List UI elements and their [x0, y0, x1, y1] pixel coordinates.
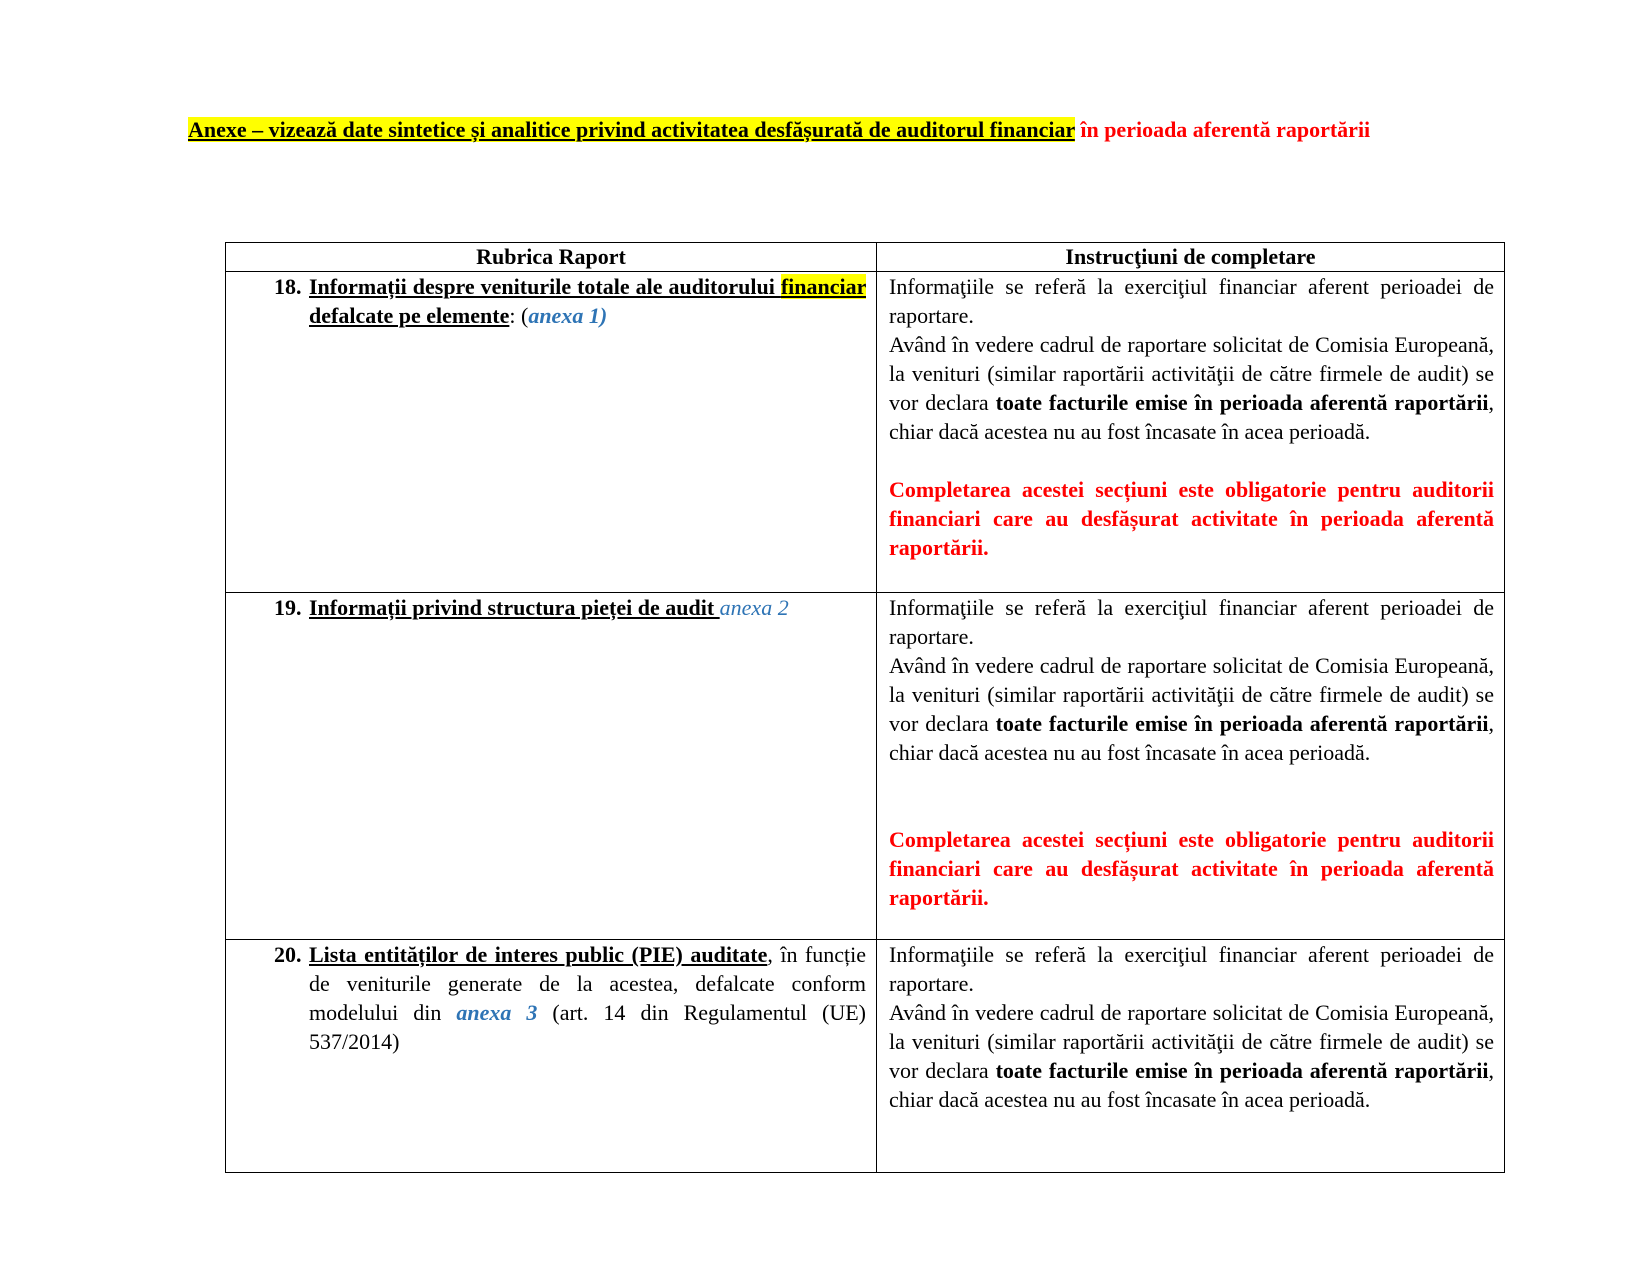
rubrica-text-18 [309, 272, 866, 330]
instruction-text: Având în vedere cadrul de raportare solicitat de Comisia Europeană, la venituri (similar raportării activităţii de către firmele de audit) se vor declara [889, 653, 1494, 736]
instructions-cell-19 [877, 593, 1505, 940]
document-heading [150, 114, 1503, 145]
instruction-text: , chiar dacă acestea nu au fost încasate în acea perioadă. [889, 1058, 1494, 1112]
instruction-paragraph [889, 330, 1494, 446]
instruction-text: , chiar dacă acestea nu au fost încasate în acea perioadă. [889, 390, 1494, 444]
row-number: 20. [274, 942, 302, 967]
instruction-text: Având în vedere cadrul de raportare solicitat de Comisia Europeană, la venituri (similar raportării activităţii de către firmele de audit) se vor declara [889, 1000, 1494, 1083]
required-notice: Completarea acestei secțiuni este obligatorie pentru auditorii financiari care au desfășurat activitate în perioada aferentă raportării. [889, 827, 1494, 910]
heading-highlighted-text: Anexe – vizează date sintetice și analitice privind activitatea desfășurată de auditorul financiar [188, 117, 1075, 142]
instructions-cell-18 [877, 272, 1505, 593]
annex-link-1[interactable]: anexa 1) [528, 303, 608, 328]
header-instructiuni: Instrucţiuni de completare [877, 243, 1505, 272]
table-row-19 [226, 593, 1505, 940]
rubrica-description: , în funcție de veniturile generate de la acestea, defalcate conform modelului din [309, 942, 866, 1025]
rubrica-title-highlight: financiar [780, 274, 866, 299]
table-row-18 [226, 272, 1505, 593]
instruction-paragraph [889, 998, 1494, 1114]
instruction-paragraph: Informaţiile se referă la exerciţiul financiar aferent perioadei de raportare. [889, 942, 1494, 996]
required-notice: Completarea acestei secțiuni este obligatorie pentru auditorii financiari care au desfășurat activitate în perioada aferentă raportării. [889, 477, 1494, 560]
rubrica-text-19 [309, 593, 866, 622]
rubrica-title-part1: Informații despre veniturile totale ale auditorului [309, 274, 781, 299]
report-instructions-table [225, 242, 1505, 1173]
header-rubrica-raport: Rubrica Raport [226, 243, 877, 272]
annex-link-2[interactable]: anexa 2 [719, 595, 789, 620]
rubrica-cell-19 [226, 593, 877, 940]
instruction-bold-text: toate facturile emise în perioada aferentă raportării [995, 390, 1489, 415]
table-header-row [226, 243, 1505, 272]
instruction-paragraph: Informaţiile se referă la exerciţiul financiar aferent perioadei de raportare. [889, 274, 1494, 328]
rubrica-punctuation: : ( [509, 303, 529, 328]
rubrica-cell-18 [226, 272, 877, 593]
row-number: 18. [274, 274, 302, 299]
heading-red-text: în perioada aferentă raportării [1074, 117, 1371, 142]
table-row-20 [226, 940, 1505, 1173]
rubrica-title: Lista entităților de interes public (PIE) auditate [309, 942, 768, 967]
instruction-text: Având în vedere cadrul de raportare solicitat de Comisia Europeană, la venituri (similar raportării activităţii de către firmele de audit) se vor declara [889, 332, 1494, 415]
rubrica-title: Informații privind structura pieței de audit [309, 595, 720, 620]
instruction-bold-text: toate facturile emise în perioada aferentă raportării [995, 711, 1489, 736]
instructions-cell-20 [877, 940, 1505, 1173]
rubrica-text-20 [309, 940, 866, 1056]
instruction-bold-text: toate facturile emise în perioada aferentă raportării [995, 1058, 1489, 1083]
annex-link-3[interactable]: anexa 3 [456, 1000, 538, 1025]
rubrica-title-part2: defalcate pe elemente [309, 303, 510, 328]
rubrica-cell-20 [226, 940, 877, 1173]
row-number: 19. [274, 595, 302, 620]
instruction-text: , chiar dacă acestea nu au fost încasate în acea perioadă. [889, 711, 1494, 765]
instruction-paragraph [889, 651, 1494, 767]
instruction-paragraph: Informaţiile se referă la exerciţiul financiar aferent perioadei de raportare. [889, 595, 1494, 649]
rubrica-description: (art. 14 din Regulamentul (UE) 537/2014) [309, 1000, 866, 1054]
